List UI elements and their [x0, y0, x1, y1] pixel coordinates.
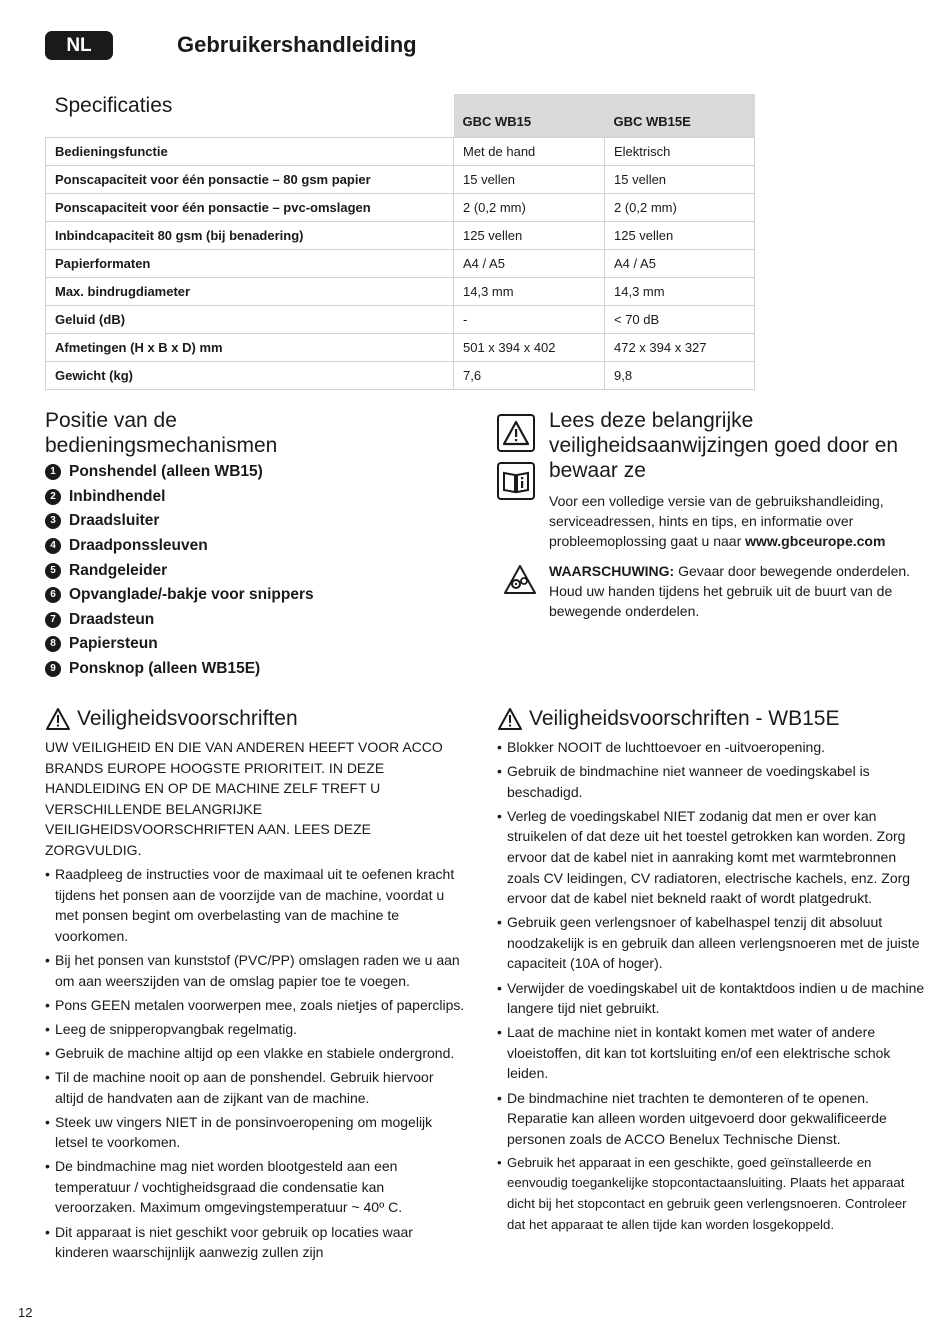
warning-triangle-icon [45, 707, 71, 731]
control-label: Draadponssleuven [69, 537, 208, 555]
read-instructions-body [549, 491, 919, 551]
table-header-row [46, 94, 755, 138]
number-badge: 9 [45, 661, 61, 677]
cell-wb15e: A4 / A5 [605, 250, 755, 278]
document-title: Gebruikershandleiding [177, 32, 417, 57]
row-label: Geluid (dB) [46, 306, 454, 334]
table-row [46, 194, 755, 222]
warning-text: Gevaar door bewegende onderdelen. Houd uw handen tijdens het gebruik uit de buurt van de bewegende onderdelen. [549, 563, 911, 619]
cell-wb15: 125 vellen [454, 222, 605, 250]
cell-wb15: - [454, 306, 605, 334]
control-label: Draadsluiter [69, 512, 160, 530]
table-row [46, 166, 755, 194]
controls-section [45, 408, 465, 681]
list-item [45, 485, 465, 510]
specifications-title: Specificaties [54, 94, 173, 117]
table-row [46, 278, 755, 306]
safety-list [45, 864, 465, 1263]
list-item: • Steek uw vingers NIET in de ponsinvoeropening om mogelijk letsel te voorkomen. [45, 1112, 465, 1153]
number-badge: 7 [45, 612, 61, 628]
cell-wb15e: 472 x 394 x 327 [605, 334, 755, 362]
body-text: Voor een volledige versie van de gebruikshandleiding, serviceadressen, hints en tips, en informatie over probleemoplossing gaat u naar [549, 493, 884, 549]
list-item: • De bindmachine niet trachten te demonteren of te openen. Reparatie kan alleen worden uitgevoerd door gekwalificeerde personen zoals de ACCO Benelux Technische Dienst. [497, 1088, 927, 1150]
control-label: Randgeleider [69, 561, 168, 579]
list-item: • Pons GEEN metalen voorwerpen mee, zoals nietjes of paperclips. [45, 995, 465, 1016]
specifications-table [45, 94, 755, 390]
column-header-wb15e: GBC WB15E [605, 94, 755, 138]
control-label: Opvanglade/-bakje voor snippers [69, 586, 314, 604]
number-badge: 8 [45, 636, 61, 652]
safety-wb15e-list [497, 737, 927, 1235]
controls-list [45, 460, 465, 681]
cell-wb15: 2 (0,2 mm) [454, 194, 605, 222]
control-label: Ponshendel (alleen WB15) [69, 463, 263, 481]
number-badge: 3 [45, 513, 61, 529]
row-label: Ponscapaciteit voor één ponsactie – pvc-omslagen [46, 194, 454, 222]
number-badge: 5 [45, 563, 61, 579]
list-item: • Dit apparaat is niet geschikt voor gebruik op locaties waar kinderen waarschijnlijk aanwezig zullen zijn [45, 1222, 465, 1263]
safety-section [45, 706, 465, 1263]
row-label: Ponscapaciteit voor één ponsactie – 80 gsm papier [46, 166, 454, 194]
cell-wb15e: 9,8 [605, 362, 755, 390]
page-number: 12 [18, 1305, 33, 1320]
moving-parts-warning [549, 561, 919, 621]
cell-wb15e: 15 vellen [605, 166, 755, 194]
list-item [45, 583, 465, 608]
list-item: • Gebruik de machine altijd op een vlakke en stabiele ondergrond. [45, 1043, 465, 1064]
number-badge: 2 [45, 489, 61, 505]
list-item: • Gebruik de bindmachine niet wanneer de voedingskabel is beschadigd. [497, 761, 927, 802]
table-row [46, 138, 755, 166]
list-item: • Raadpleeg de instructies voor de maximaal uit te oefenen kracht tijdens het ponsen aan de voorzijde van de machine, voordat u met ponsen begint om overbelasting van de machine te voorkomen. [45, 864, 465, 946]
safety-heading [45, 706, 465, 732]
list-item [45, 558, 465, 583]
control-label: Ponsknop (alleen WB15E) [69, 660, 261, 678]
cell-wb15e: 14,3 mm [605, 278, 755, 306]
warning-triangle-icon [497, 707, 523, 731]
number-badge: 1 [45, 464, 61, 480]
list-item [45, 608, 465, 633]
list-item: • Verleg de voedingskabel NIET zodanig dat men er over kan struikelen of dat deze uit het toestel getrokken kan worden. Zorg ervoor dat de kabel niet in aanraking komt met warmtebronnen zoals CV leidingen, CV radiatoren, electrische kachels, enz. Zorg ervoor dat de kabel niet bekneld raakt of wordt platgedrukt. [497, 806, 927, 909]
list-item [45, 534, 465, 559]
read-instructions-title: Lees deze belangrijke veiligheidsaanwijzingen goed door en bewaar ze [549, 409, 899, 482]
number-badge: 6 [45, 587, 61, 603]
list-item [45, 509, 465, 534]
cell-wb15e: 125 vellen [605, 222, 755, 250]
number-badge: 4 [45, 538, 61, 554]
safety-intro: UW VEILIGHEID EN DIE VAN ANDEREN HEEFT VOOR ACCO BRANDS EUROPE HOOGSTE PRIORITEIT. IN DEZE HANDLEIDING EN OP DE MACHINE ZELF TREFT U VERSCHILLENDE BELANGRIJKE VEILIGHEIDSVOORSCHRIFTEN AAN. LEES DEZE ZORGVULDIG. [45, 739, 443, 858]
safety-wb15e-title: Veiligheidsvoorschriften - WB15E [529, 707, 840, 730]
table-row [46, 306, 755, 334]
list-item: • Blokker NOOIT de luchttoevoer en -uitvoeropening. [497, 737, 927, 758]
list-item [45, 632, 465, 657]
row-label: Afmetingen (H x B x D) mm [46, 334, 454, 362]
moving-parts-warning-icon [503, 564, 537, 601]
cell-wb15: Met de hand [454, 138, 605, 166]
cell-wb15: 15 vellen [454, 166, 605, 194]
row-label: Max. bindrugdiameter [46, 278, 454, 306]
control-label: Papiersteun [69, 635, 158, 653]
controls-title: Positie van de bedieningsmechanismen [45, 409, 278, 457]
table-row [46, 222, 755, 250]
website-link[interactable]: www.gbceurope.com [745, 533, 886, 549]
cell-wb15e: Elektrisch [605, 138, 755, 166]
read-instructions-section [497, 408, 917, 628]
list-item: • Laat de machine niet in kontakt komen met water of andere vloeistoffen, dit kan tot kortsluiting en/of een elektrische schok leiden. [497, 1022, 927, 1084]
cell-wb15: 14,3 mm [454, 278, 605, 306]
manual-book-icon [497, 462, 535, 500]
safety-wb15e-heading [497, 706, 927, 732]
column-header-wb15: GBC WB15 [454, 94, 605, 138]
warning-label: WAARSCHUWING: [549, 563, 675, 579]
list-item: • Bij het ponsen van kunststof (PVC/PP) omslagen raden we u aan om aan weerszijden van de omslag papier toe te voegen. [45, 950, 465, 991]
row-label: Bedieningsfunctie [46, 138, 454, 166]
list-item: • Gebruik het apparaat in een geschikte, goed geïnstalleerde en eenvoudig toegankelijke stopcontactaansluiting. Plaats het apparaat dicht bij het stopcontact en gebruik geen verlengsnoeren. Controleer dat het apparaat te allen tijde kan worden losgekoppeld. [497, 1153, 927, 1235]
warning-triangle-icon [497, 414, 535, 452]
control-label: Draadsteun [69, 610, 155, 628]
cell-wb15: A4 / A5 [454, 250, 605, 278]
row-label: Papierformaten [46, 250, 454, 278]
table-row [46, 362, 755, 390]
cell-wb15: 501 x 394 x 402 [454, 334, 605, 362]
list-item [45, 657, 465, 682]
safety-wb15e-section [497, 706, 927, 1235]
row-label: Gewicht (kg) [46, 362, 454, 390]
list-item: • Verwijder de voedingskabel uit de kontaktdoos indien u de machine langere tijd niet gebruikt. [497, 978, 927, 1019]
list-item [45, 460, 465, 485]
language-badge: NL [45, 31, 113, 60]
cell-wb15e: < 70 dB [605, 306, 755, 334]
cell-wb15: 7,6 [454, 362, 605, 390]
list-item: • Til de machine nooit op aan de ponshendel. Gebruik hiervoor altijd de handvaten aan de zijkant van de machine. [45, 1067, 465, 1108]
list-item: • Leeg de snipperopvangbak regelmatig. [45, 1019, 465, 1040]
list-item: • De bindmachine mag niet worden blootgesteld aan een temperatuur / vochtigheidsgraad die condensatie kan veroorzaken. Maximum omgevingstemperatuur ~ 40º C. [45, 1156, 465, 1218]
safety-title: Veiligheidsvoorschriften [77, 707, 298, 730]
row-label: Inbindcapaciteit 80 gsm (bij benadering) [46, 222, 454, 250]
list-item: • Gebruik geen verlengsnoer of kabelhaspel tenzij dit absoluut noodzakelijk is en gebruik dan alleen verlengsnoeren met de juiste capaciteit (10A of hoger). [497, 912, 927, 974]
table-row [46, 250, 755, 278]
cell-wb15e: 2 (0,2 mm) [605, 194, 755, 222]
control-label: Inbindhendel [69, 487, 166, 505]
table-row [46, 334, 755, 362]
